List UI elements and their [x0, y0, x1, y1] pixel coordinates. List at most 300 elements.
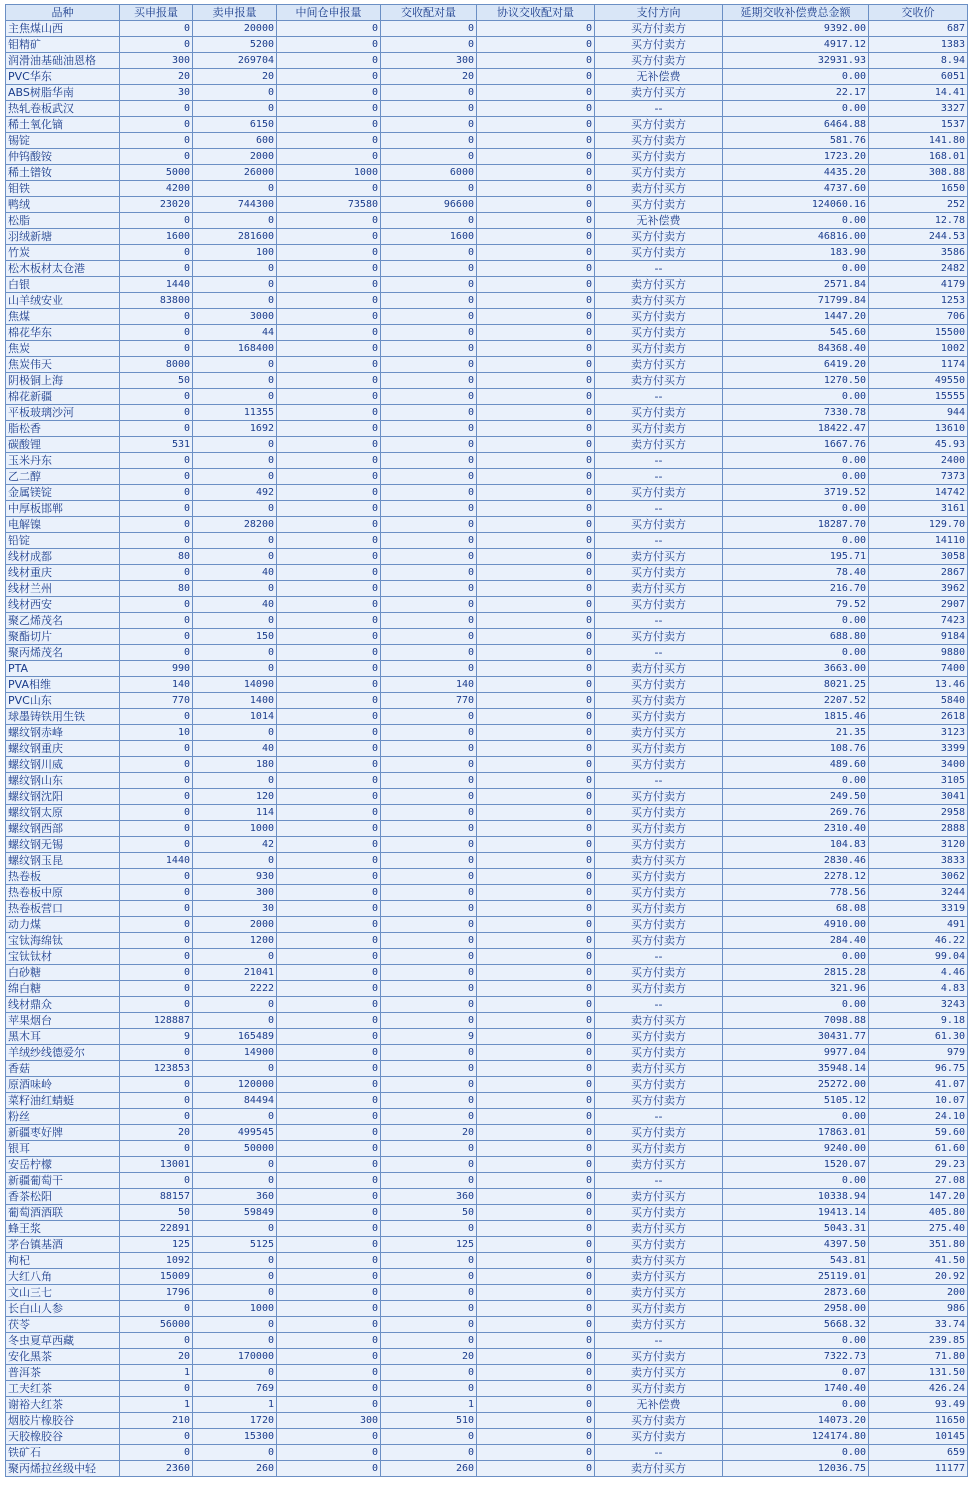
cell-settlement-price: 3105: [869, 773, 968, 789]
cell-sell-qty: 492: [193, 485, 277, 501]
cell-variety: 阴极铜上海: [6, 373, 120, 389]
cell-settlement-price: 308.88: [869, 165, 968, 181]
cell-settlement-price: 4179: [869, 277, 968, 293]
table-row: [6, 741, 968, 757]
cell-payment-direction: 买方付卖方: [595, 1125, 723, 1141]
cell-intermediate-qty: 0: [277, 1445, 381, 1461]
cell-agreement-qty: 0: [477, 821, 595, 837]
cell-sell-qty: 150: [193, 629, 277, 645]
cell-variety: 球墨铸铁用生铁: [6, 709, 120, 725]
cell-sell-qty: 20: [193, 69, 277, 85]
cell-payment-direction: --: [595, 533, 723, 549]
cell-intermediate-qty: 0: [277, 21, 381, 37]
table-row: [6, 165, 968, 181]
cell-variety: 主焦煤山西: [6, 21, 120, 37]
cell-variety: 白银: [6, 277, 120, 293]
cell-intermediate-qty: 0: [277, 549, 381, 565]
cell-compensation-total: 0.00: [723, 389, 869, 405]
cell-sell-qty: 0: [193, 1109, 277, 1125]
cell-compensation-total: 5105.12: [723, 1093, 869, 1109]
cell-agreement-qty: 0: [477, 1173, 595, 1189]
cell-sell-qty: 170000: [193, 1349, 277, 1365]
cell-agreement-qty: 0: [477, 1157, 595, 1173]
table-row: [6, 1333, 968, 1349]
cell-matched-qty: 140: [381, 677, 477, 693]
cell-compensation-total: 7098.88: [723, 1013, 869, 1029]
cell-variety: 稀土镨钕: [6, 165, 120, 181]
cell-compensation-total: 0.00: [723, 1445, 869, 1461]
cell-compensation-total: 6464.88: [723, 117, 869, 133]
cell-payment-direction: 买方付卖方: [595, 485, 723, 501]
cell-payment-direction: 卖方付买方: [595, 181, 723, 197]
table-row: [6, 1141, 968, 1157]
cell-compensation-total: 5043.31: [723, 1221, 869, 1237]
cell-variety: 新疆枣好牌: [6, 1125, 120, 1141]
cell-buy-qty: 5000: [120, 165, 193, 181]
cell-sell-qty: 42: [193, 837, 277, 853]
cell-payment-direction: 买方付卖方: [595, 53, 723, 69]
table-row: [6, 133, 968, 149]
cell-settlement-price: 46.22: [869, 933, 968, 949]
table-row: [6, 21, 968, 37]
cell-sell-qty: 1000: [193, 1301, 277, 1317]
cell-sell-qty: 0: [193, 725, 277, 741]
cell-intermediate-qty: 300: [277, 1413, 381, 1429]
cell-matched-qty: 0: [381, 789, 477, 805]
cell-sell-qty: 44: [193, 325, 277, 341]
cell-matched-qty: 0: [381, 837, 477, 853]
cell-compensation-total: 79.52: [723, 597, 869, 613]
cell-sell-qty: 300: [193, 885, 277, 901]
cell-sell-qty: 1400: [193, 693, 277, 709]
cell-compensation-total: 68.08: [723, 901, 869, 917]
table-row: [6, 757, 968, 773]
cell-matched-qty: 0: [381, 1157, 477, 1173]
cell-variety: 铁矿石: [6, 1445, 120, 1461]
cell-compensation-total: 0.07: [723, 1365, 869, 1381]
cell-sell-qty: 0: [193, 1317, 277, 1333]
table-row: [6, 1109, 968, 1125]
cell-intermediate-qty: 0: [277, 1349, 381, 1365]
cell-compensation-total: 3719.52: [723, 485, 869, 501]
cell-sell-qty: 0: [193, 997, 277, 1013]
cell-intermediate-qty: 0: [277, 133, 381, 149]
cell-compensation-total: 124060.16: [723, 197, 869, 213]
cell-compensation-total: 778.56: [723, 885, 869, 901]
cell-matched-qty: 0: [381, 21, 477, 37]
cell-payment-direction: --: [595, 1173, 723, 1189]
cell-buy-qty: 0: [120, 597, 193, 613]
cell-sell-qty: 1720: [193, 1413, 277, 1429]
table-row: [6, 917, 968, 933]
cell-matched-qty: 0: [381, 37, 477, 53]
cell-payment-direction: --: [595, 469, 723, 485]
cell-sell-qty: 0: [193, 1157, 277, 1173]
cell-sell-qty: 930: [193, 869, 277, 885]
table-row: [6, 645, 968, 661]
cell-intermediate-qty: 0: [277, 1013, 381, 1029]
cell-intermediate-qty: 0: [277, 773, 381, 789]
cell-agreement-qty: 0: [477, 1461, 595, 1477]
cell-buy-qty: 30: [120, 85, 193, 101]
cell-settlement-price: 10.07: [869, 1093, 968, 1109]
table-row: [6, 693, 968, 709]
cell-payment-direction: --: [595, 261, 723, 277]
cell-compensation-total: 104.83: [723, 837, 869, 853]
table-row: [6, 213, 968, 229]
cell-payment-direction: 买方付卖方: [595, 1045, 723, 1061]
cell-variety: 棉花新疆: [6, 389, 120, 405]
cell-agreement-qty: 0: [477, 1141, 595, 1157]
cell-buy-qty: 80: [120, 549, 193, 565]
cell-sell-qty: 0: [193, 1333, 277, 1349]
cell-settlement-price: 141.80: [869, 133, 968, 149]
table-row: [6, 293, 968, 309]
cell-variety: 烟胶片橡胶谷: [6, 1413, 120, 1429]
cell-intermediate-qty: 0: [277, 581, 381, 597]
cell-matched-qty: 0: [381, 117, 477, 133]
cell-matched-qty: 0: [381, 549, 477, 565]
cell-settlement-price: 15555: [869, 389, 968, 405]
cell-compensation-total: 0.00: [723, 949, 869, 965]
cell-agreement-qty: 0: [477, 1397, 595, 1413]
cell-payment-direction: 卖方付买方: [595, 1253, 723, 1269]
cell-payment-direction: 卖方付买方: [595, 549, 723, 565]
cell-payment-direction: --: [595, 997, 723, 1013]
cell-buy-qty: 0: [120, 741, 193, 757]
cell-intermediate-qty: 0: [277, 629, 381, 645]
cell-variety: 长白山人参: [6, 1301, 120, 1317]
cell-intermediate-qty: 0: [277, 1029, 381, 1045]
cell-settlement-price: 59.60: [869, 1125, 968, 1141]
cell-sell-qty: 1000: [193, 821, 277, 837]
cell-sell-qty: 120: [193, 789, 277, 805]
table-row: [6, 1157, 968, 1173]
cell-buy-qty: 125: [120, 1237, 193, 1253]
cell-agreement-qty: 0: [477, 805, 595, 821]
cell-compensation-total: 543.81: [723, 1253, 869, 1269]
cell-intermediate-qty: 0: [277, 949, 381, 965]
cell-matched-qty: 510: [381, 1413, 477, 1429]
cell-buy-qty: 0: [120, 245, 193, 261]
cell-compensation-total: 0.00: [723, 1109, 869, 1125]
cell-variety: 碳酸锂: [6, 437, 120, 453]
table-row: [6, 437, 968, 453]
cell-compensation-total: 3663.00: [723, 661, 869, 677]
cell-matched-qty: 0: [381, 405, 477, 421]
cell-compensation-total: 4737.60: [723, 181, 869, 197]
col-header-intermediate-qty: 中间仓申报量: [277, 5, 381, 21]
cell-matched-qty: 0: [381, 341, 477, 357]
cell-settlement-price: 3244: [869, 885, 968, 901]
cell-sell-qty: 744300: [193, 197, 277, 213]
cell-compensation-total: 545.60: [723, 325, 869, 341]
cell-settlement-price: 14742: [869, 485, 968, 501]
cell-intermediate-qty: 0: [277, 1077, 381, 1093]
cell-agreement-qty: 0: [477, 1253, 595, 1269]
cell-agreement-qty: 0: [477, 293, 595, 309]
table-row: [6, 725, 968, 741]
cell-compensation-total: 581.76: [723, 133, 869, 149]
cell-settlement-price: 129.70: [869, 517, 968, 533]
cell-intermediate-qty: 0: [277, 1301, 381, 1317]
cell-variety: 聚乙烯茂名: [6, 613, 120, 629]
cell-matched-qty: 0: [381, 869, 477, 885]
cell-buy-qty: 0: [120, 405, 193, 421]
cell-settlement-price: 426.24: [869, 1381, 968, 1397]
cell-variety: 螺纹钢玉昆: [6, 853, 120, 869]
cell-variety: 润滑油基础油恩格: [6, 53, 120, 69]
cell-buy-qty: 0: [120, 789, 193, 805]
cell-intermediate-qty: 0: [277, 613, 381, 629]
cell-compensation-total: 0.00: [723, 1397, 869, 1413]
cell-variety: 文山三七: [6, 1285, 120, 1301]
cell-intermediate-qty: 0: [277, 277, 381, 293]
cell-variety: 棉花华东: [6, 325, 120, 341]
table-row: [6, 405, 968, 421]
cell-matched-qty: 0: [381, 933, 477, 949]
cell-buy-qty: 13001: [120, 1157, 193, 1173]
cell-payment-direction: 卖方付买方: [595, 1013, 723, 1029]
cell-buy-qty: 0: [120, 965, 193, 981]
cell-settlement-price: 944: [869, 405, 968, 421]
cell-buy-qty: 0: [120, 1381, 193, 1397]
cell-matched-qty: 0: [381, 501, 477, 517]
cell-agreement-qty: 0: [477, 965, 595, 981]
cell-compensation-total: 183.90: [723, 245, 869, 261]
cell-matched-qty: 20: [381, 1349, 477, 1365]
table-row: [6, 821, 968, 837]
cell-compensation-total: 25119.01: [723, 1269, 869, 1285]
cell-buy-qty: 0: [120, 997, 193, 1013]
table-row: [6, 1077, 968, 1093]
cell-payment-direction: 买方付卖方: [595, 565, 723, 581]
cell-payment-direction: 卖方付买方: [595, 1365, 723, 1381]
table-row: [6, 1093, 968, 1109]
cell-intermediate-qty: 0: [277, 725, 381, 741]
cell-agreement-qty: 0: [477, 1269, 595, 1285]
cell-sell-qty: 0: [193, 773, 277, 789]
cell-compensation-total: 9240.00: [723, 1141, 869, 1157]
cell-payment-direction: 无补偿费: [595, 213, 723, 229]
cell-variety: 新疆葡萄干: [6, 1173, 120, 1189]
cell-buy-qty: 770: [120, 693, 193, 709]
table-row: [6, 261, 968, 277]
cell-matched-qty: 0: [381, 1269, 477, 1285]
cell-compensation-total: 321.96: [723, 981, 869, 997]
cell-payment-direction: 买方付卖方: [595, 37, 723, 53]
cell-agreement-qty: 0: [477, 1061, 595, 1077]
cell-compensation-total: 2958.00: [723, 1301, 869, 1317]
table-row: [6, 853, 968, 869]
cell-matched-qty: 0: [381, 805, 477, 821]
cell-settlement-price: 12.78: [869, 213, 968, 229]
cell-compensation-total: 0.00: [723, 997, 869, 1013]
col-header-matched-qty: 交收配对量: [381, 5, 477, 21]
cell-settlement-price: 351.80: [869, 1237, 968, 1253]
cell-settlement-price: 14110: [869, 533, 968, 549]
cell-compensation-total: 2310.40: [723, 821, 869, 837]
cell-variety: 粉丝: [6, 1109, 120, 1125]
cell-variety: 竹炭: [6, 245, 120, 261]
cell-payment-direction: --: [595, 101, 723, 117]
cell-buy-qty: 0: [120, 1141, 193, 1157]
cell-sell-qty: 0: [193, 1061, 277, 1077]
cell-sell-qty: 0: [193, 213, 277, 229]
cell-variety: 大红八角: [6, 1269, 120, 1285]
cell-sell-qty: 281600: [193, 229, 277, 245]
cell-settlement-price: 3041: [869, 789, 968, 805]
cell-intermediate-qty: 0: [277, 37, 381, 53]
cell-agreement-qty: 0: [477, 325, 595, 341]
cell-intermediate-qty: 0: [277, 53, 381, 69]
cell-payment-direction: 买方付卖方: [595, 709, 723, 725]
cell-agreement-qty: 0: [477, 1349, 595, 1365]
cell-intermediate-qty: 0: [277, 677, 381, 693]
cell-compensation-total: 1723.20: [723, 149, 869, 165]
cell-intermediate-qty: 0: [277, 645, 381, 661]
cell-agreement-qty: 0: [477, 101, 595, 117]
cell-variety: 螺纹钢西部: [6, 821, 120, 837]
table-row: [6, 613, 968, 629]
table-row: [6, 37, 968, 53]
cell-intermediate-qty: 0: [277, 1157, 381, 1173]
table-row: [6, 341, 968, 357]
cell-buy-qty: 83800: [120, 293, 193, 309]
cell-variety: 螺纹钢赤峰: [6, 725, 120, 741]
cell-intermediate-qty: 0: [277, 85, 381, 101]
cell-matched-qty: 0: [381, 581, 477, 597]
cell-intermediate-qty: 0: [277, 501, 381, 517]
cell-variety: 铅锭: [6, 533, 120, 549]
cell-intermediate-qty: 0: [277, 981, 381, 997]
cell-payment-direction: 买方付卖方: [595, 917, 723, 933]
cell-intermediate-qty: 0: [277, 1141, 381, 1157]
cell-variety: 钼精矿: [6, 37, 120, 53]
cell-intermediate-qty: 0: [277, 997, 381, 1013]
cell-compensation-total: 10338.94: [723, 1189, 869, 1205]
cell-variety: PVA相维: [6, 677, 120, 693]
cell-intermediate-qty: 0: [277, 341, 381, 357]
cell-variety: 锡锭: [6, 133, 120, 149]
table-row: [6, 661, 968, 677]
cell-buy-qty: 123853: [120, 1061, 193, 1077]
cell-sell-qty: 180: [193, 757, 277, 773]
table-row: [6, 53, 968, 69]
cell-sell-qty: 15300: [193, 1429, 277, 1445]
table-row: [6, 629, 968, 645]
cell-settlement-price: 252: [869, 197, 968, 213]
cell-variety: 电解镍: [6, 517, 120, 533]
cell-agreement-qty: 0: [477, 21, 595, 37]
cell-intermediate-qty: 0: [277, 933, 381, 949]
cell-buy-qty: 990: [120, 661, 193, 677]
cell-buy-qty: 0: [120, 261, 193, 277]
cell-compensation-total: 5668.32: [723, 1317, 869, 1333]
cell-agreement-qty: 0: [477, 261, 595, 277]
cell-buy-qty: 300: [120, 53, 193, 69]
table-row: [6, 709, 968, 725]
cell-intermediate-qty: 0: [277, 1221, 381, 1237]
cell-agreement-qty: 0: [477, 1381, 595, 1397]
cell-variety: 金属镁锭: [6, 485, 120, 501]
cell-variety: 聚丙烯茂名: [6, 645, 120, 661]
table-row: [6, 1461, 968, 1477]
cell-payment-direction: 卖方付买方: [595, 853, 723, 869]
cell-matched-qty: 1: [381, 1397, 477, 1413]
cell-variety: 线材鼎众: [6, 997, 120, 1013]
table-row: [6, 1029, 968, 1045]
cell-compensation-total: 269.76: [723, 805, 869, 821]
cell-intermediate-qty: 0: [277, 1061, 381, 1077]
cell-payment-direction: 买方付卖方: [595, 629, 723, 645]
cell-intermediate-qty: 0: [277, 805, 381, 821]
cell-sell-qty: 360: [193, 1189, 277, 1205]
cell-agreement-qty: 0: [477, 469, 595, 485]
cell-buy-qty: 50: [120, 373, 193, 389]
cell-payment-direction: --: [595, 1109, 723, 1125]
cell-matched-qty: 0: [381, 1285, 477, 1301]
cell-variety: 线材兰州: [6, 581, 120, 597]
cell-sell-qty: 0: [193, 469, 277, 485]
table-row: [6, 485, 968, 501]
cell-agreement-qty: 0: [477, 1077, 595, 1093]
cell-settlement-price: 41.50: [869, 1253, 968, 1269]
table-row: [6, 1045, 968, 1061]
table-row: [6, 421, 968, 437]
cell-payment-direction: 买方付卖方: [595, 1413, 723, 1429]
cell-compensation-total: 4917.12: [723, 37, 869, 53]
cell-buy-qty: 20: [120, 1125, 193, 1141]
cell-payment-direction: 卖方付买方: [595, 1285, 723, 1301]
cell-variety: 天胶橡胶谷: [6, 1429, 120, 1445]
cell-agreement-qty: 0: [477, 613, 595, 629]
cell-buy-qty: 1440: [120, 853, 193, 869]
table-row: [6, 197, 968, 213]
cell-compensation-total: 249.50: [723, 789, 869, 805]
cell-intermediate-qty: 0: [277, 757, 381, 773]
table-row: [6, 1301, 968, 1317]
cell-settlement-price: 3586: [869, 245, 968, 261]
cell-intermediate-qty: 0: [277, 821, 381, 837]
cell-matched-qty: 0: [381, 325, 477, 341]
table-row: [6, 277, 968, 293]
cell-matched-qty: 0: [381, 437, 477, 453]
cell-matched-qty: 0: [381, 1333, 477, 1349]
cell-settlement-price: 2888: [869, 821, 968, 837]
cell-payment-direction: 买方付卖方: [595, 869, 723, 885]
cell-buy-qty: 15009: [120, 1269, 193, 1285]
cell-intermediate-qty: 0: [277, 1317, 381, 1333]
cell-intermediate-qty: 0: [277, 293, 381, 309]
cell-agreement-qty: 0: [477, 1205, 595, 1221]
cell-settlement-price: 33.74: [869, 1317, 968, 1333]
cell-agreement-qty: 0: [477, 565, 595, 581]
table-row: [6, 805, 968, 821]
cell-payment-direction: 买方付卖方: [595, 1429, 723, 1445]
cell-compensation-total: 2873.60: [723, 1285, 869, 1301]
cell-sell-qty: 0: [193, 1253, 277, 1269]
cell-settlement-price: 2618: [869, 709, 968, 725]
cell-agreement-qty: 0: [477, 1285, 595, 1301]
cell-compensation-total: 688.80: [723, 629, 869, 645]
cell-compensation-total: 0.00: [723, 1333, 869, 1349]
cell-agreement-qty: 0: [477, 789, 595, 805]
cell-buy-qty: 0: [120, 21, 193, 37]
cell-sell-qty: 269704: [193, 53, 277, 69]
cell-payment-direction: 卖方付买方: [595, 1221, 723, 1237]
cell-intermediate-qty: 0: [277, 469, 381, 485]
